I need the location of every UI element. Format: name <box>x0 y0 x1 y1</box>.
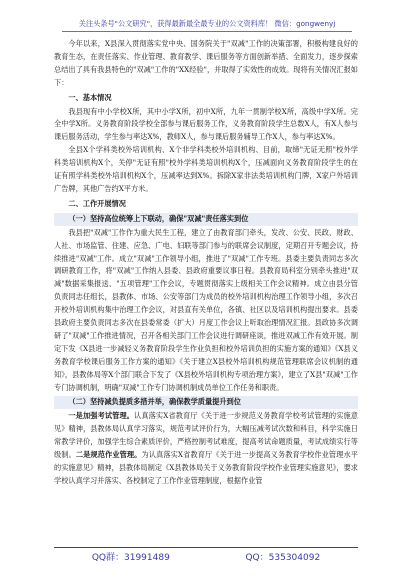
basic-paragraph-1: 我县现有中小学校X所，其中小学X所，初中X所，九年一贯制学校X所，高级中学X所。完全中学X所。义务教育阶段学校全部参与课后服务工作，义务教育阶段学生总数X人，有X人参与课后服务活动，学生参与率达X%，教师X人，参与课后服务辅导工作X人，参与率达X%。 <box>54 106 358 142</box>
intro-paragraph: 今年以来，X县深入贯彻落实党中央、国务院关于"双减"工作的决策部署，积极构建良好的教育生态，在责任落实、作业管理、教育教学、课后服务等方面创新举措、全面发力，逐步探索总结出了具有我县特色的"双减"工作的"XX经验"，并取得了实效性的成效。现将有关情况汇报如下： <box>54 39 358 87</box>
subsection-heading-1: （一）坚持高位统筹上下联动，确保"双减"责任落实到位 <box>54 213 358 226</box>
exam-management-text: 认真落实X省教育厅《关于进一步规范义务教育学校考试管理的实施意见》精神，县教体局认真学习落实，规范考试评价行为，大幅压减考试次数和科目，科学实施日常教学评价，加强学生综合素质评价，严格控制考试难度，提高考试命题质量，考试成绩实行等级制。 <box>54 411 358 460</box>
homework-management-text: 为认真落实X省教育厅《关于进一步提高义务教育学校作业管理水平的实施意见》精神，县教体局制定《X县教体局关于义务教育阶段学校作业管理实施意见》，要求学校认真学习并落实、各校制定了工作作业管理制度，根据作业管 <box>54 450 358 485</box>
document-body <box>54 38 358 534</box>
subsection-paragraph-1: 我县把"双减"工作作为重大民生工程，建立了由教育部门牵头，发改、公安、民政、财政、人社、市场监管、住建、应急、广电、妇联等部门参与的联席会议制度，定期召开专题会议，持续推进"双减"工作。成立"双减"工作领导小组，推进了"双减"工作专班。县委主要负责同志多次调研教育工作，将"双减"工作纳入县委、县政府重要议事日程。县教育局科室分别牵头推进"双减"数据采集报送、"五项管理"工作会议，专题贯彻落实上级相关工作会议精神。成立由县分管负责同志任组长，县教体、市场、公安等部门为成员的校外培训机构治理工作领导小组，多次召开校外培训机构集中治理工作会议，对县直有关单位，各镇、社区以及培训机构提出要求。县委县政府主要负责同志多次在县委常委（扩大）月度工作会议上听取治理情况汇报。县政协多次调研了"双减"工作推进情况，召开各相关部门工作会议进行调研座谈，推进双减工作有效开展。制定下发《X县进一步减轻义务教育阶段学生作业负担和校外培训负担的实施方案的通知》《X县义务教育学校课后服务工作方案的通知》《关于建立X县校外培训机构规范管理联席会议机制的通知》，县教体局等X个部门联合下发了《X县校外培训机构专项治理方案》，建立了X县"双减"工作专门协调机制，明确"双减"工作专门协调机制成员单位工作任务和职责。 <box>54 227 358 392</box>
subsection-paragraph-2 <box>54 410 358 487</box>
qq-number: QQ：535304092 <box>245 552 321 563</box>
lead-exam-management: 一是加强考试管理。 <box>68 411 135 421</box>
top-banner: 关注头条号"公文研究"，获得最新最全最专业的公文资料库！ 微信：gongwenyj <box>62 17 352 32</box>
section-heading-work: 二、工作开展情况 <box>68 198 126 208</box>
basic-paragraph-2: 全县X个学科类校外培训机构、X个非学科类校外培训机构、目前，取缔"无证无照"校外学科类培训机构X个，关停"无证有照"校外学科类培训机构X个，压减面向义务教育阶段学生的在证有照学科类校外培训机构X个，压减率达到X%。拆除X家非法类培训机构门牌，X家户外培训广告牌，其他广告约X平方米。 <box>54 145 358 193</box>
lead-homework-management: 二是规范作业管理。 <box>75 450 142 460</box>
footer-contact <box>54 547 358 564</box>
qq-group: QQ群：31991489 <box>91 552 170 563</box>
subsection-heading-2: （二）坚持减负提质多措并举，确保教学质量提升到位 <box>54 396 358 409</box>
section-heading-basic: 一、基本情况 <box>68 92 112 102</box>
